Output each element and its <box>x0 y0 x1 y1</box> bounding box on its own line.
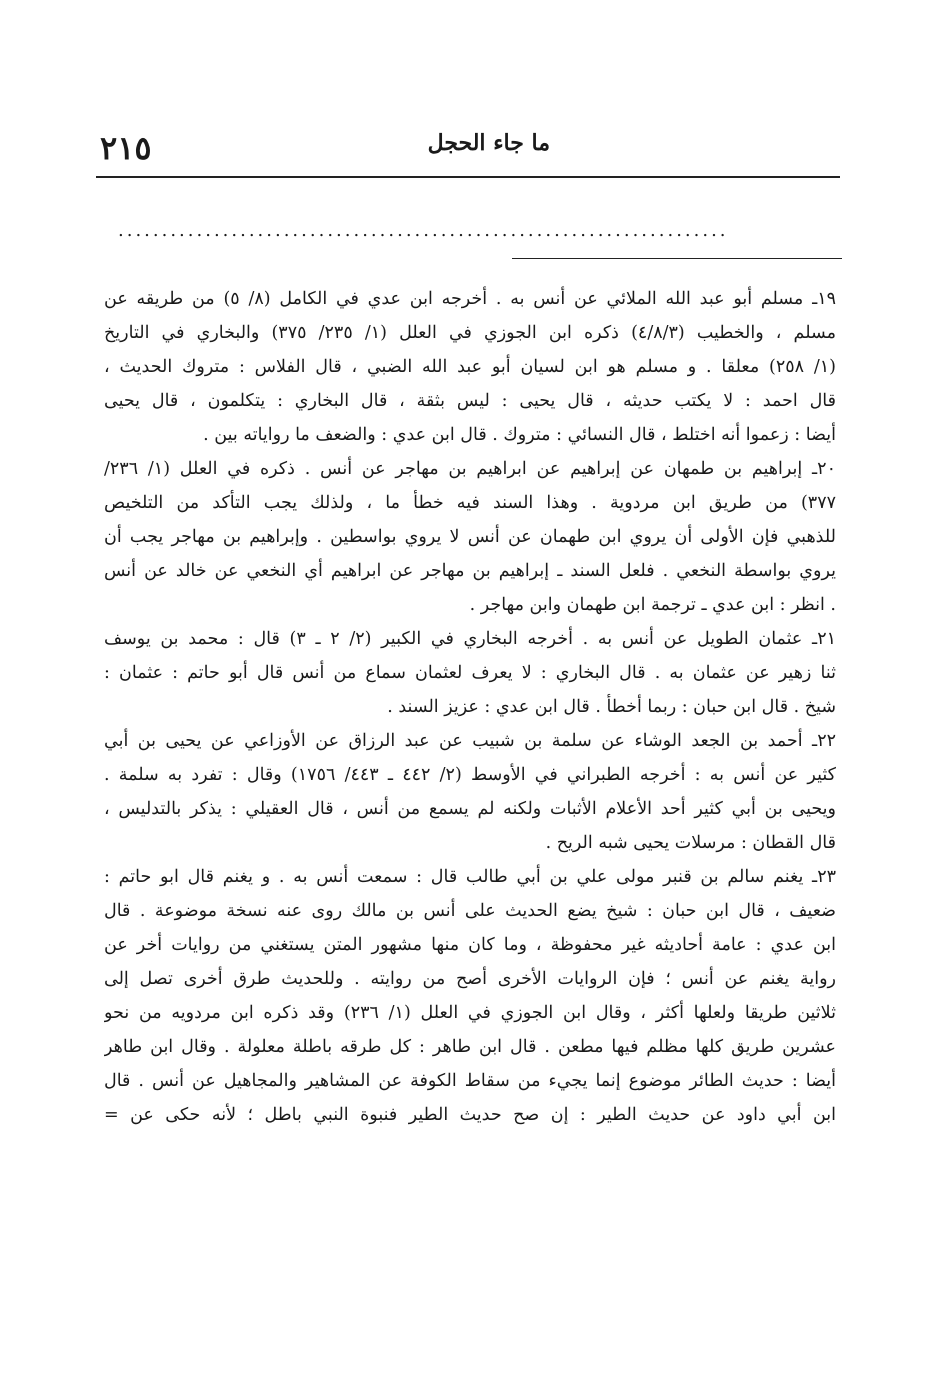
text-line: مسلم ، والخطيب (٤/٨/٣) ذكره ابن الجوزي في العلل (١/ ٢٣٥/ ٣٧٥) والبخاري في التاريخ <box>104 323 836 343</box>
text-line: قال احمد : لا يكتب حديثه ، قال يحيى : ليس بثقة ، قال البخاري : يتكلمون ، قال يحيى <box>104 391 836 411</box>
header-rule <box>96 176 840 178</box>
text-line: رواية يغنم عن أنس ؛ فإن الروايات الأخرى أصح من روايته . وللحديث طرق أخرى تصل إلى <box>104 969 836 989</box>
text-line: قال القطان : مرسلات يحيى شبه الريح . <box>545 833 836 853</box>
text-line: ١٩ـ مسلم أبو عبد الله الملائي عن أنس به . أخرجه ابن عدي في الكامل (٨/ ٥) من طريقه عن <box>104 289 836 309</box>
text-line: عشرين طريق كلها مظلم فيها مطعن . قال ابن طاهر : كل طرقه باطلة معلولة . وقال ابن طاهر <box>104 1037 836 1057</box>
text-line: . انظر : ابن عدي ـ ترجمة ابن طهمان وابن مهاجر . <box>469 595 836 615</box>
text-line: ٣٧٧) من طريق ابن مردوية . وهذا السند فيه خطأ ما ، ولذلك يجب التأكد من التلخيص <box>104 493 836 513</box>
dotted-separator: ...................................................................... <box>118 222 729 240</box>
page-header <box>96 118 840 176</box>
text-line: شيخ . قال ابن حبان : ربما أخطأ . قال ابن عدي : عزيز السند . <box>387 697 836 717</box>
text-line: ثلاثين طريقا ولعلها أكثر ، وقال ابن الجوزي في العلل (١/ ٢٣٦) وقد ذكره ابن مردويه من نحو <box>104 1003 836 1023</box>
text-line: ابن عدي : عامة أحاديثه غير محفوظة ، وما كان منها مشهور المتن يستغني من روايات أخر عن <box>104 935 836 955</box>
text-line: ابن أبي داود عن حديث الطير : إن صح حديث الطير فنبوة النبي باطل ؛ لأنه حكى عن = <box>104 1105 836 1125</box>
page-number: ٢١٥ <box>100 129 152 167</box>
text-line: أيضا : زعموا أنه اختلط ، قال النسائي : متروك . قال ابن عدي : والضعف ما رواياته بين . <box>203 425 836 445</box>
text-line: ٢٠ـ إبراهيم بن طمهان عن إبراهيم عن ابراهيم بن مهاجر عن أنس . ذكره في العلل (١/ ٢٣٦/ <box>104 459 836 479</box>
footnote-rule <box>512 258 842 259</box>
text-line: (١/ ٢٥٨) معلقا . و مسلم هو ابن لسيان أبو عبد الله الضبي ، قال الفلاس : متروك الحديث ، <box>104 357 836 377</box>
text-line: ويحيى بن أبي كثير أحد الأعلام الأثبات ولكنه لم يسمع من أنس ، قال العقيلي : يذكر بالتدليس ، <box>104 799 836 819</box>
text-line: كثير عن أنس به : أخرجه الطبراني في الأوسط (٢/ ٤٤٢ ـ ٤٤٣/ ١٧٥٦) وقال : تفرد به سلمة . <box>104 765 836 785</box>
text-line: للذهبي فإن الأولى أن يروي ابن طهمان عن أنس لا يروي بواسطين . وإبراهيم بن مهاجر يجب أن <box>104 527 836 547</box>
text-line: يروي بواسطة النخعي . فلعل السند ـ إبراهيم بن مهاجر عن ابراهيم أي النخعي عن خالد عن أنس <box>104 561 836 581</box>
text-line: ٢١ـ عثمان الطويل عن أنس به . أخرجه البخاري في الكبير (٢/ ٢ ـ ٣) قال : محمد بن يوسف <box>104 629 836 649</box>
text-line: ثنا زهير عن عثمان به . قال البخاري : لا يعرف لعثمان سماع من أنس قال أبو حاتم : عثمان : <box>104 663 836 683</box>
running-title: ما جاء الحجل <box>427 130 550 156</box>
text-line: أيضا : حديث الطائر موضوع إنما يجيء من سقاط الكوفة عن المشاهير والمجاهيل عن أنس . قال <box>104 1071 836 1091</box>
text-line: ٢٣ـ يغنم سالم بن قنبر مولى علي بن أبي طالب قال : سمعت أنس به . و يغنم قال ابو حاتم : <box>104 867 836 887</box>
footnotes-body <box>104 282 836 1132</box>
text-line: ضعيف ، قال ابن حبان : شيخ يضع الحديث على أنس بن مالك روى عنه نسخة موضوعة . قال <box>104 901 836 921</box>
text-line: ٢٢ـ أحمد بن الجعد الوشاء عن سلمة بن شبيب عن عبد الرزاق عن الأوزاعي عن يحيى بن أبي <box>104 731 836 751</box>
